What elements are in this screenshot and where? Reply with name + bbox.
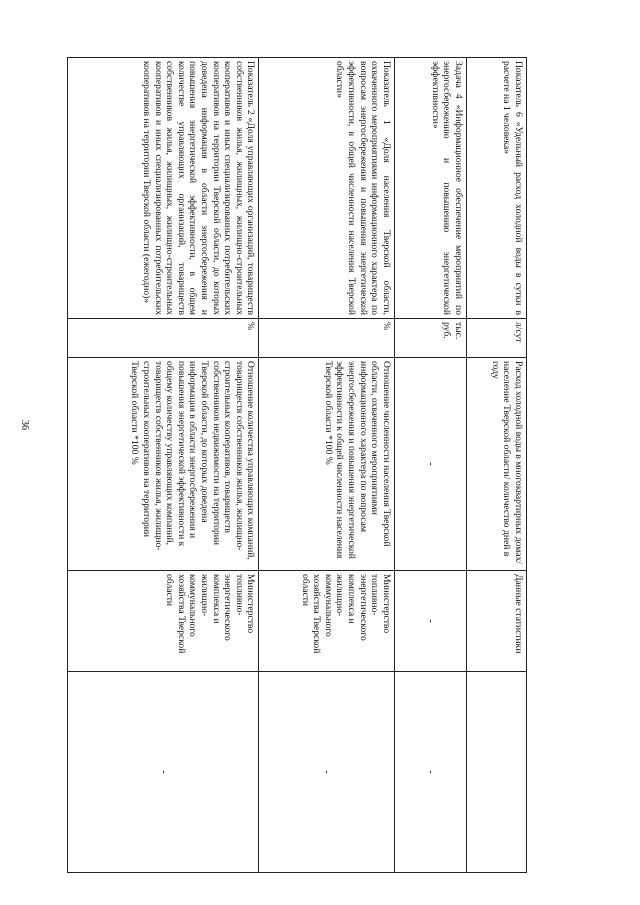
indicator-unit: % <box>259 319 394 358</box>
indicator-formula: Отношение численности населения Тверской области, охваченного мероприятиями информационного характера по вопросам энергосбережения и повышения энергетической эффективности к общей численности населения Тверской области *100 % <box>259 358 394 571</box>
indicator-source: Данные статистики <box>466 571 526 672</box>
indicator-name: Показатель 6 «Удельный расход холодной воды в сутки в расчете на 1 человека» <box>466 58 526 319</box>
task-value: - <box>394 672 466 873</box>
indicator-value: - <box>68 672 259 873</box>
indicators-table <box>67 57 527 873</box>
indicator-value: - <box>259 672 394 873</box>
indicators-table-wrapper <box>67 57 527 873</box>
table-row <box>394 58 466 873</box>
table-row <box>466 58 526 873</box>
indicator-name: Показатель 1 «Доля населения Тверской области, охваченного мероприятиями информационного характера по вопросам энергосбережения и повышения энергетической эффективности, в общей численности населения Тверской области» <box>259 58 394 319</box>
indicator-formula: Отношение количества управляющих компаний, товариществ собственников жилья, жилищно-строительных кооперативов, товариществ собственников недвижимости на территории Тверской области, до которых доведена информация в области энергосбережения и повышения энергетической эффективности к общему количеству управляющих компаний, товариществ собственников жилья, жилищно-строительных кооперативов на территории Тверской области *100 % <box>68 358 259 571</box>
task-formula: - <box>394 358 466 571</box>
indicator-value <box>466 672 526 873</box>
indicator-source: Министерство топливно-энергетического комплекса и жилищно-коммунального хозяйства Тверской области <box>259 571 394 672</box>
indicator-formula: Расход холодной воды в многоквартирных домах/население Тверской области/ количество дней в году <box>466 358 526 571</box>
task-source: - <box>394 571 466 672</box>
task-unit: тыс. руб. <box>394 319 466 358</box>
table-row <box>259 58 394 873</box>
page-number: 36 <box>19 420 30 430</box>
indicator-source: Министерство топливно-энергетического комплекса и жилищно-коммунального хозяйства Тверской области <box>68 571 259 672</box>
indicator-name: Показатель 2 «Доля управляющих организаций, товариществ собственников жилья, жилищных, жилищно-строительных кооперативов и иных специализированных потребительских кооперативов на территории Тверской области, до которых доведена информация в области энергосбережения и повышения энергетической эффективности, в общем количестве управляющих организаций, товариществ собственников жилья, жилищных, жилищно-строительных кооперативов и иных специализированных потребительских кооперативов на территории Тверской области (ежегодно)» <box>68 58 259 319</box>
indicator-unit: % <box>68 319 259 358</box>
table-row <box>68 58 259 873</box>
indicator-unit: л/сут <box>466 319 526 358</box>
task-name: Задача 4 «Информационное обеспечение мероприятий по энергосбережению и повышению энергетической эффективности» <box>394 58 466 319</box>
